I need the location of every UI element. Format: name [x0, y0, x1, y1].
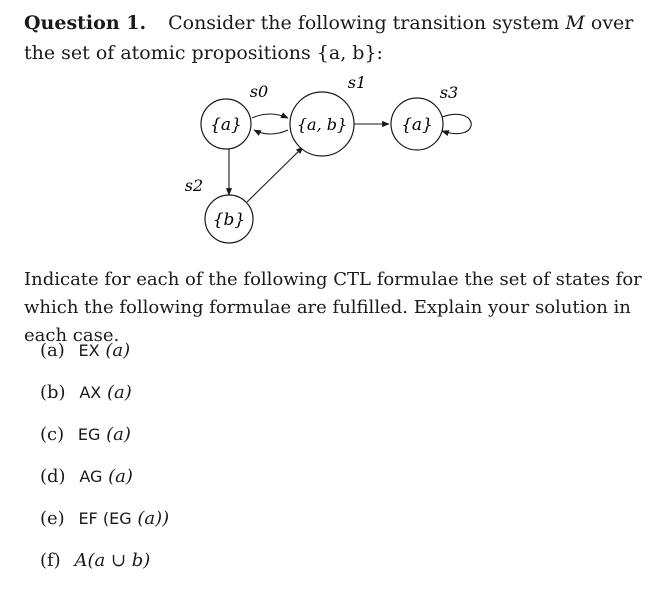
state-s3 [391, 98, 443, 150]
transition-s3-s3-self-loop [442, 114, 471, 133]
list-item [40, 504, 169, 546]
question-text-after: over the set of atomic propositions {a, b}: [24, 12, 634, 64]
transition-s2-s1 [247, 147, 303, 202]
state-name-s3: s3 [439, 83, 459, 102]
state-s1-label: {a, b} [296, 115, 348, 134]
state-name-s0: s0 [249, 82, 269, 101]
state-s3-label: {a} [401, 115, 433, 135]
ctl-operator: EF (EG [78, 509, 132, 528]
item-label: (a) [40, 340, 65, 361]
transition-s0-s1 [252, 114, 288, 118]
item-label: (f) [40, 550, 61, 571]
list-item [40, 546, 169, 588]
list-item [40, 378, 169, 420]
system-symbol: M [565, 12, 585, 34]
list-item [40, 420, 169, 462]
ctl-formula: A(a ∪ b) [74, 550, 151, 571]
item-label: (b) [40, 382, 66, 403]
state-s0 [201, 99, 251, 149]
ctl-operator: AX [79, 383, 102, 402]
transition-s1-s0 [254, 130, 288, 134]
item-label: (e) [40, 508, 65, 529]
ctl-operator: AG [79, 467, 103, 486]
item-label: (c) [40, 424, 65, 445]
state-name-s1: s1 [347, 73, 367, 92]
ctl-formula: (a) [105, 340, 131, 361]
ctl-formula: (a) [106, 382, 132, 403]
list-item [40, 462, 169, 504]
item-label: (d) [40, 466, 66, 487]
ctl-formula: (a) [106, 424, 131, 445]
state-name-s2: s2 [184, 176, 204, 195]
list-item [40, 336, 169, 378]
question-number: Question 1. [24, 12, 147, 34]
state-s2-label: {b} [212, 210, 246, 230]
transition-system-diagram [0, 0, 672, 260]
state-s2 [205, 195, 253, 243]
ctl-operator: EX [78, 341, 100, 360]
instruction-text: Indicate for each of the following CTL formulae the set of states for which the following formulae are fulfilled. Explain your solution in each case. [24, 269, 642, 346]
ctl-formula: (a)) [137, 508, 170, 529]
ctl-formula: (a) [108, 466, 133, 487]
state-s1 [290, 92, 354, 156]
formula-list [40, 336, 169, 588]
state-s0-label: {a} [210, 115, 242, 135]
question-text-before: Consider the following transition system [168, 12, 566, 34]
ctl-operator: EG [77, 425, 101, 444]
